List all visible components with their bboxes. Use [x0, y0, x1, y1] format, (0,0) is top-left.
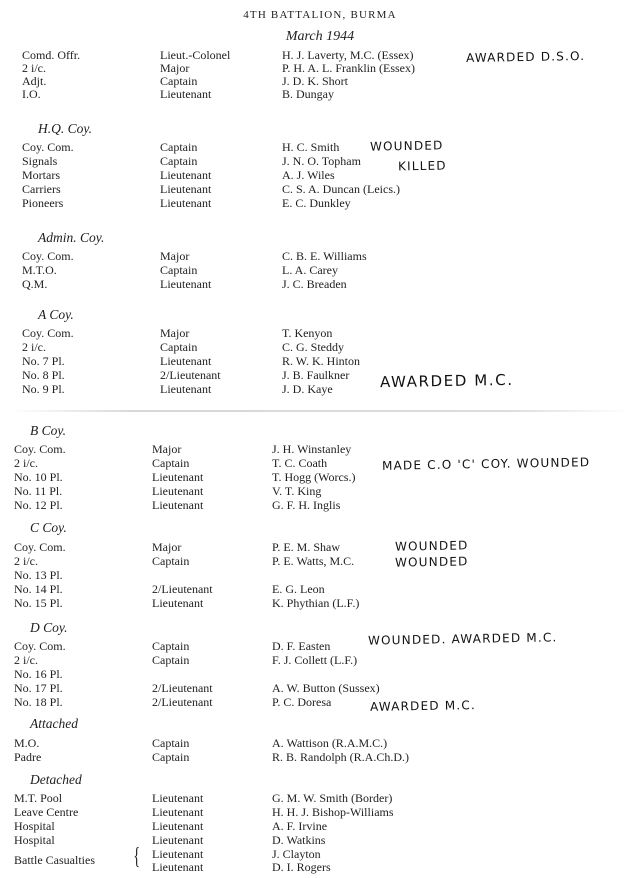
- rank-cell: Lieutenant: [152, 833, 204, 847]
- rank-cell: Lieutenant: [152, 470, 204, 484]
- rank-cell: 2/Lieutenant: [152, 681, 213, 695]
- name-cell: J. Clayton: [272, 847, 321, 861]
- brace-icon: {: [133, 844, 141, 870]
- role-cell: Comd. Offr.: [22, 48, 81, 62]
- handwritten-note-watts: WOUNDED: [394, 554, 469, 570]
- handwritten-note-laverty: AWARDED D.S.O.: [465, 48, 586, 66]
- name-cell: D. Watkins: [272, 833, 326, 847]
- name-cell: G. F. H. Inglis: [272, 498, 341, 512]
- roster-row: [22, 197, 462, 210]
- roster-row: [14, 597, 454, 610]
- roster-row: [14, 541, 454, 554]
- name-cell: D. I. Rogers: [272, 860, 331, 874]
- rank-cell: Lieutenant: [160, 87, 212, 101]
- roster-row: [14, 820, 474, 833]
- name-cell: E. G. Leon: [272, 582, 325, 596]
- roster-row: [22, 62, 462, 75]
- name-cell: J. D. K. Short: [282, 74, 349, 88]
- roster-row: [14, 569, 454, 582]
- section-heading: H.Q. Coy.: [38, 121, 92, 136]
- name-cell: H. H. J. Bishop-Williams: [272, 805, 394, 819]
- name-cell: L. A. Carey: [282, 263, 338, 277]
- name-cell: R. B. Randolph (R.A.Ch.D.): [272, 750, 410, 764]
- role-cell: Q.M.: [22, 277, 48, 291]
- roster-row: [22, 250, 462, 263]
- roster-row: [14, 751, 474, 764]
- rank-cell: Lieutenant: [160, 168, 212, 182]
- battle-casualties-label: Battle Casualties: [14, 853, 95, 867]
- name-cell: J. N. O. Topham: [282, 154, 361, 168]
- name-cell: T. C. Coath: [272, 456, 328, 470]
- role-cell: Carriers: [22, 182, 61, 196]
- name-cell: A. W. Button (Sussex): [272, 681, 380, 695]
- section-heading: B Coy.: [30, 423, 66, 438]
- rank-cell: 2/Lieutenant: [160, 368, 221, 382]
- rank-cell: 2/Lieutenant: [152, 695, 213, 709]
- role-cell: M.T.O.: [22, 263, 57, 277]
- rank-cell: Lieutenant: [160, 196, 212, 210]
- rank-cell: Lieutenant: [152, 860, 204, 874]
- roster-row: [22, 264, 462, 277]
- rank-cell: Captain: [160, 154, 198, 168]
- name-cell: V. T. King: [272, 484, 322, 498]
- rank-cell: Major: [160, 249, 190, 263]
- roster-row: [22, 341, 462, 354]
- section-heading: A Coy.: [38, 307, 74, 322]
- name-cell: P. E. Watts, M.C.: [272, 554, 355, 568]
- role-cell: Mortars: [22, 168, 60, 182]
- rank-cell: Lieutenant: [160, 277, 212, 291]
- role-cell: Coy. Com.: [14, 639, 66, 653]
- role-cell: Coy. Com.: [14, 540, 66, 554]
- name-cell: K. Phythian (L.F.): [272, 596, 360, 610]
- roster-row: [14, 834, 474, 847]
- rank-cell: Captain: [160, 140, 198, 154]
- section-heading: Detached: [30, 772, 82, 787]
- roster-row: [22, 183, 462, 196]
- role-cell: I.O.: [22, 87, 41, 101]
- roster-row: [14, 443, 454, 456]
- rank-cell: Captain: [152, 554, 190, 568]
- roster-row: [14, 792, 474, 805]
- name-cell: J. C. Breaden: [282, 277, 347, 291]
- role-cell: Padre: [14, 750, 42, 764]
- rank-cell: Captain: [152, 456, 190, 470]
- rank-cell: Lieutenant: [160, 182, 212, 196]
- handwritten-note-shaw: WOUNDED: [394, 538, 469, 554]
- role-cell: No. 8 Pl.: [22, 368, 65, 382]
- role-cell: No. 18 Pl.: [14, 695, 63, 709]
- roster-row: [14, 806, 474, 819]
- role-cell: 2 i/c.: [22, 340, 46, 354]
- role-cell: Hospital: [14, 819, 55, 833]
- roster-row: [22, 355, 462, 368]
- section-heading: D Coy.: [30, 620, 68, 635]
- name-cell: B. Dungay: [282, 87, 334, 101]
- handwritten-note-coath: MADE C.O 'C' COY. WOUNDED: [381, 455, 591, 473]
- name-cell: A. F. Irvine: [272, 819, 328, 833]
- role-cell: Leave Centre: [14, 805, 79, 819]
- name-cell: T. Hogg (Worcs.): [272, 470, 356, 484]
- role-cell: 2 i/c.: [14, 456, 38, 470]
- roster-row: [14, 848, 474, 861]
- roster-row: [14, 682, 454, 695]
- page-fold-divider: [10, 410, 630, 412]
- roster-row: [14, 668, 454, 681]
- role-cell: No. 17 Pl.: [14, 681, 63, 695]
- rank-cell: Lieutenant: [152, 484, 204, 498]
- roster-row: [14, 471, 454, 484]
- name-cell: P. H. A. L. Franklin (Essex): [282, 61, 415, 75]
- roster-row: [14, 654, 454, 667]
- rank-cell: Captain: [160, 74, 198, 88]
- name-cell: C. B. E. Williams: [282, 249, 367, 263]
- roster-row: [14, 861, 474, 874]
- name-cell: P. C. Doresa: [272, 695, 332, 709]
- role-cell: M.T. Pool: [14, 791, 63, 805]
- name-cell: J. H. Winstanley: [272, 442, 352, 456]
- rank-cell: Lieutenant: [160, 382, 212, 396]
- name-cell: A. Wattison (R.A.M.C.): [272, 736, 388, 750]
- name-cell: F. J. Collett (L.F.): [272, 653, 358, 667]
- roster-row: [14, 499, 454, 512]
- rank-cell: Lieutenant: [152, 596, 204, 610]
- roster-row: [22, 155, 462, 168]
- section-heading: C Coy.: [30, 520, 67, 535]
- role-cell: Pioneers: [22, 196, 64, 210]
- name-cell: E. C. Dunkley: [282, 196, 351, 210]
- role-cell: Coy. Com.: [22, 326, 74, 340]
- roster-row: [22, 169, 462, 182]
- name-cell: A. J. Wiles: [282, 168, 335, 182]
- role-cell: Coy. Com.: [22, 140, 74, 154]
- rank-cell: 2/Lieutenant: [152, 582, 213, 596]
- roster-row: [14, 555, 454, 568]
- rank-cell: Major: [160, 61, 190, 75]
- role-cell: 2 i/c.: [14, 653, 38, 667]
- role-cell: No. 12 Pl.: [14, 498, 63, 512]
- rank-cell: Major: [160, 326, 190, 340]
- roster-row: [14, 583, 454, 596]
- rank-cell: Lieutenant: [160, 354, 212, 368]
- role-cell: No. 10 Pl.: [14, 470, 63, 484]
- name-cell: R. W. K. Hinton: [282, 354, 361, 368]
- rank-cell: Lieutenant: [152, 791, 204, 805]
- handwritten-note-faulkner: AWARDED M.C.: [379, 370, 514, 392]
- role-cell: Hospital: [14, 833, 55, 847]
- role-cell: No. 7 Pl.: [22, 354, 65, 368]
- page-subtitle: March 1944: [285, 29, 355, 44]
- name-cell: H. C. Smith: [282, 140, 340, 154]
- role-cell: No. 15 Pl.: [14, 596, 63, 610]
- rank-cell: Lieutenant: [152, 847, 204, 861]
- rank-cell: Lieutenant: [152, 819, 204, 833]
- name-cell: P. E. M. Shaw: [272, 540, 341, 554]
- roster-row: [14, 737, 474, 750]
- name-cell: C. G. Steddy: [282, 340, 345, 354]
- role-cell: Coy. Com.: [22, 249, 74, 263]
- role-cell: No. 9 Pl.: [22, 382, 65, 396]
- section-heading: Admin. Coy.: [38, 230, 105, 245]
- role-cell: 2 i/c.: [14, 554, 38, 568]
- rank-cell: Captain: [160, 340, 198, 354]
- rank-cell: Lieut.-Colonel: [160, 48, 231, 62]
- rank-cell: Captain: [160, 263, 198, 277]
- rank-cell: Lieutenant: [152, 805, 204, 819]
- role-cell: No. 11 Pl.: [14, 484, 63, 498]
- handwritten-note-doresa: AWARDED M.C.: [369, 698, 477, 714]
- page-title: 4TH BATTALION, BURMA: [243, 9, 397, 21]
- handwritten-note-smith: WOUNDED: [369, 138, 444, 154]
- roster-row: [22, 327, 462, 340]
- rank-cell: Captain: [152, 750, 190, 764]
- rank-cell: Major: [152, 442, 182, 456]
- role-cell: Adjt.: [22, 74, 47, 88]
- role-cell: No. 13 Pl.: [14, 568, 63, 582]
- handwritten-note-easten: WOUNDED. AWARDED M.C.: [367, 630, 558, 648]
- rank-cell: Major: [152, 540, 182, 554]
- roster-row: [22, 75, 462, 88]
- roster-row: [14, 485, 454, 498]
- rank-cell: Captain: [152, 639, 190, 653]
- roster-row: [22, 88, 462, 101]
- role-cell: No. 16 Pl.: [14, 667, 63, 681]
- section-heading: Attached: [30, 716, 78, 731]
- roster-row: [22, 278, 462, 291]
- rank-cell: Lieutenant: [152, 498, 204, 512]
- handwritten-note-topham: KILLED: [397, 158, 447, 174]
- name-cell: J. D. Kaye: [282, 382, 333, 396]
- role-cell: Coy. Com.: [14, 442, 66, 456]
- name-cell: T. Kenyon: [282, 326, 333, 340]
- rank-cell: Captain: [152, 653, 190, 667]
- role-cell: Signals: [22, 154, 58, 168]
- name-cell: C. S. A. Duncan (Leics.): [282, 182, 400, 196]
- rank-cell: Captain: [152, 736, 190, 750]
- role-cell: No. 14 Pl.: [14, 582, 63, 596]
- name-cell: H. J. Laverty, M.C. (Essex): [282, 48, 414, 62]
- name-cell: J. B. Faulkner: [282, 368, 350, 382]
- name-cell: D. F. Easten: [272, 639, 331, 653]
- name-cell: G. M. W. Smith (Border): [272, 791, 393, 805]
- role-cell: 2 i/c.: [22, 61, 46, 75]
- role-cell: M.O.: [14, 736, 40, 750]
